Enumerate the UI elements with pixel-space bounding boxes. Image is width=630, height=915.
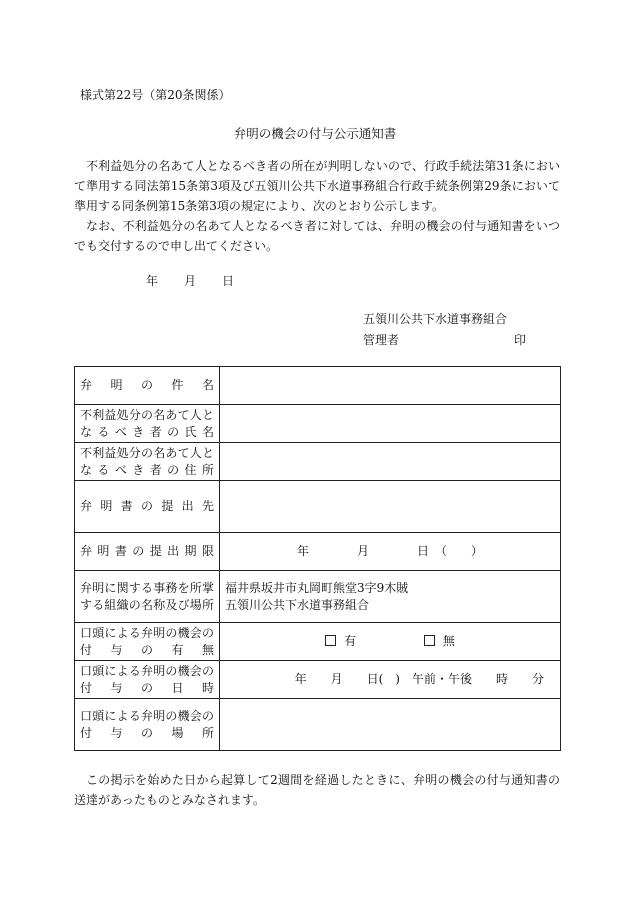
- date-year-label: 年: [146, 274, 159, 288]
- table-row: [75, 533, 561, 571]
- row-label-office: 弁明に関する事務を所掌する組織の名称及び場所: [75, 571, 220, 623]
- table-row: [75, 699, 561, 751]
- checkbox-no[interactable]: [424, 635, 435, 646]
- table-row: [75, 623, 561, 661]
- row-label-oral-opportunity: 口頭による弁明の機会の付与の有無: [75, 623, 220, 661]
- row-value-submission-destination: [220, 481, 561, 533]
- body-paragraph-2: なお、不利益処分の名あて人となるべき者に対しては、弁明の機会の付与通知書をいつでも交付するので申し出てください。: [74, 219, 560, 253]
- row-value-recipient-address: [220, 443, 561, 481]
- row-value-office: [220, 571, 561, 623]
- table-row: [75, 571, 561, 623]
- checkbox-yes[interactable]: [325, 635, 336, 646]
- table-row: [75, 661, 561, 699]
- row-label-recipient-address: 不利益処分の名あて人となるべき者の住所: [75, 443, 220, 481]
- row-label-submission-destination: 弁明書の提出先: [75, 481, 220, 533]
- footer-note: この掲示を始めた日から起算して2週間を経過したときに、弁明の機会の付与通知書の送達があったものとみなされます。: [74, 773, 560, 807]
- option-yes-label: 有: [344, 634, 357, 648]
- row-value-submission-deadline: 年 月 日 （ ）: [220, 533, 561, 571]
- table-row: [75, 405, 561, 443]
- row-label-recipient-name: 不利益処分の名あて人となるべき者の氏名: [75, 405, 220, 443]
- date-month-label: 月: [184, 274, 197, 288]
- date-day-label: 日: [222, 274, 235, 288]
- row-value-oral-location: [220, 699, 561, 751]
- row-value-subject: [220, 367, 561, 405]
- manager-label: 管理者: [363, 333, 400, 347]
- office-name: 五領川公共下水道事務組合: [225, 597, 370, 612]
- body-paragraph-1: 不利益処分の名あて人となるべき者の所在が判明しないので、行政手続法第31条において準用する同法第15条第3項及び五領川公共下水道事務組合行政手続条例第29条において準用する同条例第15条第3項の規定により、次のとおり公示します。: [74, 159, 560, 213]
- notice-info-table: [74, 366, 561, 751]
- document-title: 弁明の機会の付与公示通知書: [233, 126, 397, 141]
- seal-mark: 印: [514, 333, 527, 347]
- row-label-submission-deadline: 弁明書の提出期限: [75, 533, 220, 571]
- date-line: [146, 272, 234, 289]
- issuer-organization: 五領川公共下水道事務組合: [363, 312, 508, 326]
- row-value-oral-datetime: 年 月 日( ) 午前・午後 時 分: [220, 661, 561, 699]
- table-row: [75, 481, 561, 533]
- table-row: [75, 367, 561, 405]
- row-value-oral-opportunity: [220, 623, 561, 661]
- option-no[interactable]: [424, 634, 455, 648]
- option-yes[interactable]: [325, 634, 356, 648]
- office-address: 福井県坂井市丸岡町熊堂3字9木賊: [225, 580, 409, 595]
- row-value-recipient-name: [220, 405, 561, 443]
- row-label-oral-datetime: 口頭による弁明の機会の付与の日時: [75, 661, 220, 699]
- option-no-label: 無: [442, 634, 455, 648]
- row-label-subject: 弁明の件名: [75, 367, 220, 405]
- table-row: [75, 443, 561, 481]
- row-label-oral-location: 口頭による弁明の機会の付与の場所: [75, 699, 220, 751]
- form-number: 様式第22号（第20条関係）: [80, 88, 231, 102]
